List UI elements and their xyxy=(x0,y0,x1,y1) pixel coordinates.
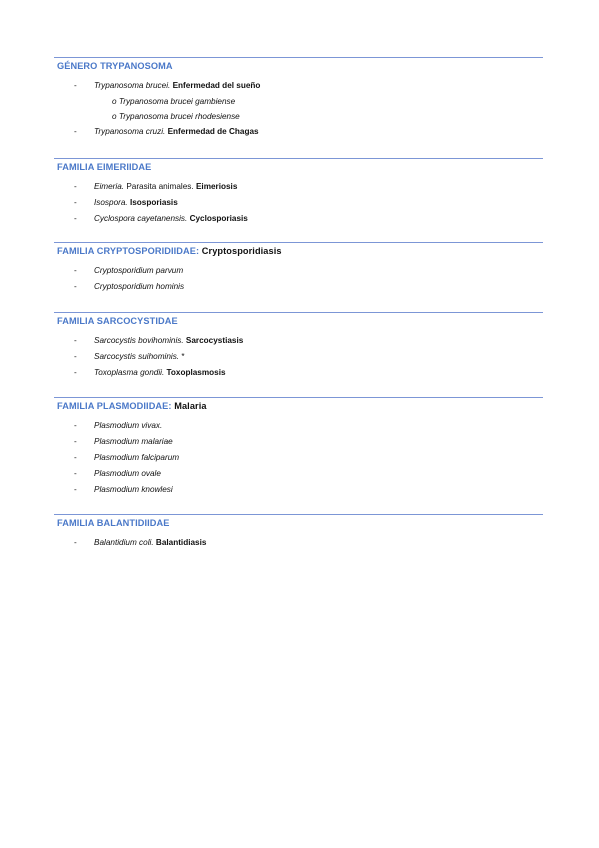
item-list xyxy=(54,538,534,554)
species-name: Eimeria. xyxy=(94,182,125,191)
disease-name: Balantidiasis xyxy=(155,538,207,547)
disease-name: Toxoplasmosis xyxy=(166,368,226,377)
list-item xyxy=(54,282,534,298)
item-list xyxy=(54,421,534,501)
subspecies-name: o Trypanosoma brucei rhodesiense xyxy=(112,112,240,121)
list-item xyxy=(54,214,534,230)
list-item xyxy=(54,368,534,384)
section-divider xyxy=(54,312,543,313)
list-item xyxy=(54,182,534,198)
list-item xyxy=(54,469,534,485)
disease-name: Sarcocystiasis xyxy=(185,336,244,345)
disease-name: Eimeriosis xyxy=(195,182,238,191)
section-divider xyxy=(54,242,543,243)
list-item xyxy=(54,538,534,554)
section-heading xyxy=(57,401,207,411)
species-name: Isospora. xyxy=(94,198,128,207)
species-name: Sarcocystis suihominis. xyxy=(94,352,180,361)
heading-disease: Malaria xyxy=(174,401,207,411)
dash-bullet: - xyxy=(74,437,77,446)
species-name: Plasmodium knowlesi xyxy=(94,485,173,494)
item-list xyxy=(54,336,534,384)
section-divider xyxy=(54,57,543,58)
item-list xyxy=(54,182,534,230)
dash-bullet: - xyxy=(74,198,77,207)
dash-bullet: - xyxy=(74,421,77,430)
species-name: Trypanosoma brucei. xyxy=(94,81,171,90)
dash-bullet: - xyxy=(74,469,77,478)
item-list xyxy=(54,266,534,298)
dash-bullet: - xyxy=(74,538,77,547)
dash-bullet: - xyxy=(74,282,77,291)
species-name: Plasmodium malariae xyxy=(94,437,173,446)
species-name: Balantidium coli. xyxy=(94,538,154,547)
list-item xyxy=(54,421,534,437)
list-item xyxy=(54,453,534,469)
species-name: Plasmodium vivax. xyxy=(94,421,163,430)
disease-name: Enfermedad del sueño xyxy=(172,81,261,90)
heading-disease: Cryptosporidiasis xyxy=(201,246,282,256)
disease-name: Enfermedad de Chagas xyxy=(167,127,259,136)
item-list xyxy=(54,81,534,143)
section-heading xyxy=(57,316,178,326)
list-item xyxy=(54,266,534,282)
disease-name: Isosporiasis xyxy=(129,198,178,207)
section-divider xyxy=(54,397,543,398)
list-item xyxy=(54,127,534,143)
list-item xyxy=(54,198,534,214)
dash-bullet: - xyxy=(74,127,77,136)
dash-bullet: - xyxy=(74,453,77,462)
note-mark: * xyxy=(181,352,185,361)
dash-bullet: - xyxy=(74,81,77,90)
list-item xyxy=(54,437,534,453)
heading-text: FAMILIA CRYPTOSPORIDIIDAE: xyxy=(57,246,200,256)
sub-list-item xyxy=(54,97,534,112)
heading-text: FAMILIA EIMERIIDAE xyxy=(57,162,152,172)
section-heading xyxy=(57,162,151,172)
dash-bullet: - xyxy=(74,336,77,345)
dash-bullet: - xyxy=(74,485,77,494)
list-item xyxy=(54,485,534,501)
dash-bullet: - xyxy=(74,352,77,361)
species-name: Cryptosporidium hominis xyxy=(94,282,185,291)
species-name: Toxoplasma gondii. xyxy=(94,368,165,377)
section-heading xyxy=(57,61,173,71)
heading-text: FAMILIA BALANTIDIIDAE xyxy=(57,518,170,528)
subspecies-name: o Trypanosoma brucei gambiense xyxy=(112,97,236,106)
dash-bullet: - xyxy=(74,368,77,377)
heading-text: FAMILIA PLASMODIIDAE: xyxy=(57,401,172,411)
section-heading xyxy=(57,246,282,256)
species-name: Plasmodium ovale xyxy=(94,469,161,478)
heading-text: FAMILIA SARCOCYSTIDAE xyxy=(57,316,178,326)
section-divider xyxy=(54,158,543,159)
dash-bullet: - xyxy=(74,266,77,275)
dash-bullet: - xyxy=(74,214,77,223)
species-name: Sarcocystis bovihominis. xyxy=(94,336,184,345)
heading-text: GÉNERO TRYPANOSOMA xyxy=(57,61,173,71)
species-name: Trypanosoma cruzi. xyxy=(94,127,166,136)
note-text: Parasita animales. xyxy=(126,182,194,191)
list-item xyxy=(54,81,534,97)
species-name: Cyclospora cayetanensis. xyxy=(94,214,188,223)
section-heading xyxy=(57,518,170,528)
species-name: Plasmodium falciparum xyxy=(94,453,180,462)
sub-list-item xyxy=(54,112,534,127)
section-divider xyxy=(54,514,543,515)
list-item xyxy=(54,336,534,352)
list-item xyxy=(54,352,534,368)
disease-name: Cyclosporiasis xyxy=(189,214,248,223)
dash-bullet: - xyxy=(74,182,77,191)
species-name: Cryptosporidium parvum xyxy=(94,266,184,275)
